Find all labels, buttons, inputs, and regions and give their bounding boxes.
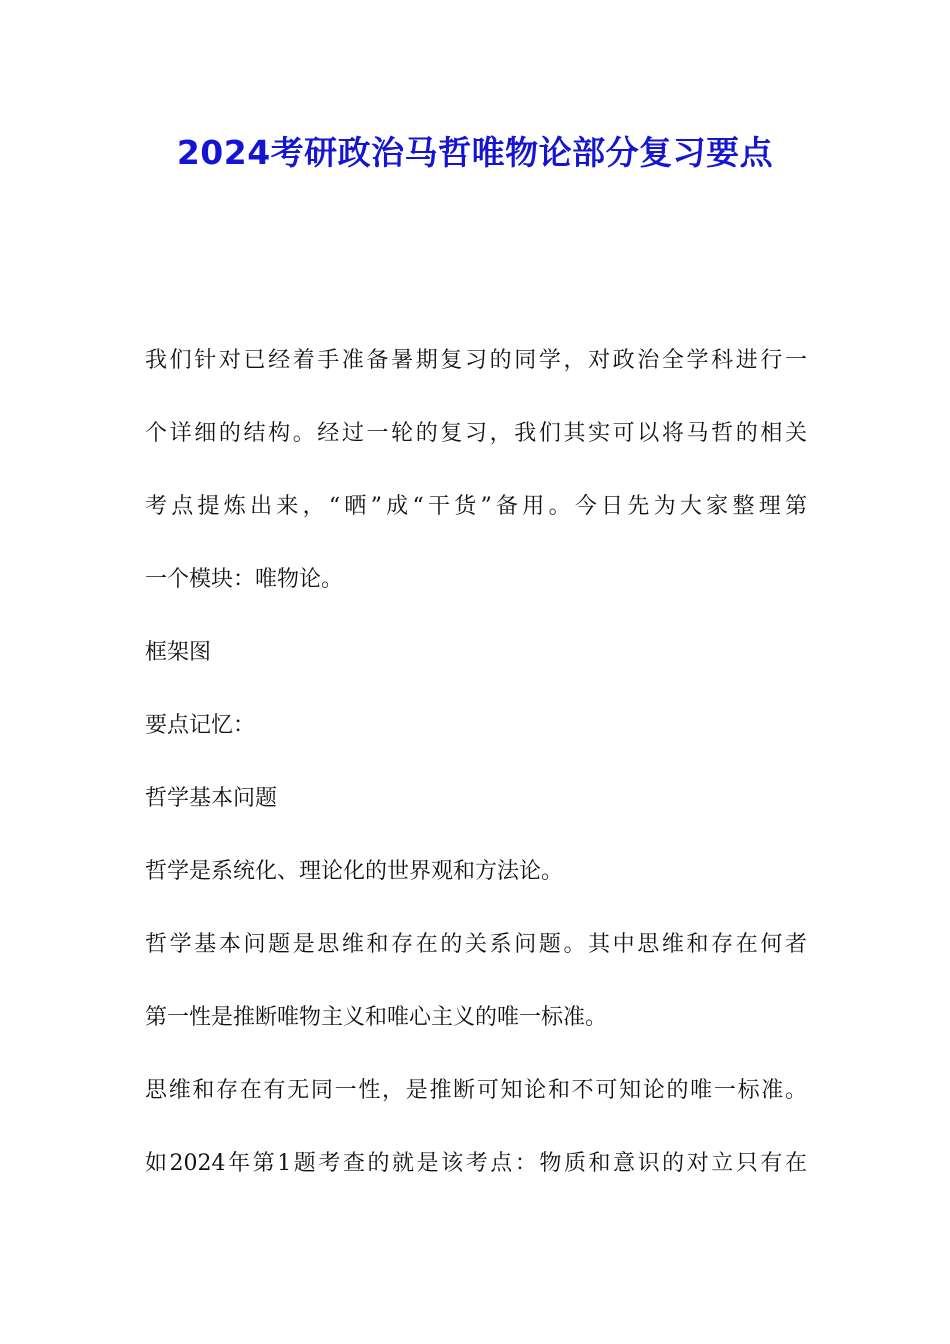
document-body [145, 336, 807, 1212]
section-label-framework: 框架图 [145, 640, 212, 665]
section-label-key-points: 要点记忆： [145, 713, 256, 738]
paragraph-line: 如2024年第1题考查的就是该考点：物质和意识的对立只有在 [145, 1151, 807, 1176]
paragraph-line: 哲学是系统化、理论化的世界观和方法论。 [145, 859, 564, 884]
paragraph-line: 一个模块：唯物论。 [145, 567, 344, 592]
paragraph-line: 第一性是推断唯物主义和唯心主义的唯一标准。 [145, 1005, 608, 1030]
paragraph-line: 思维和存在有无同一性，是推断可知论和不可知论的唯一标准。 [145, 1078, 807, 1103]
section-heading: 哲学基本问题 [145, 786, 278, 811]
paragraph-line: 个详细的结构。经过一轮的复习，我们其实可以将马哲的相关 [145, 421, 807, 446]
document-title: 2024考研政治马哲唯物论部分复习要点 [176, 133, 774, 172]
paragraph-line: 我们针对已经着手准备暑期复习的同学，对政治全学科进行一 [145, 348, 807, 373]
paragraph-line: 考点提炼出来，“晒”成“干货”备用。今日先为大家整理第 [145, 494, 807, 519]
paragraph-line: 哲学基本问题是思维和存在的关系问题。其中思维和存在何者 [145, 932, 807, 957]
